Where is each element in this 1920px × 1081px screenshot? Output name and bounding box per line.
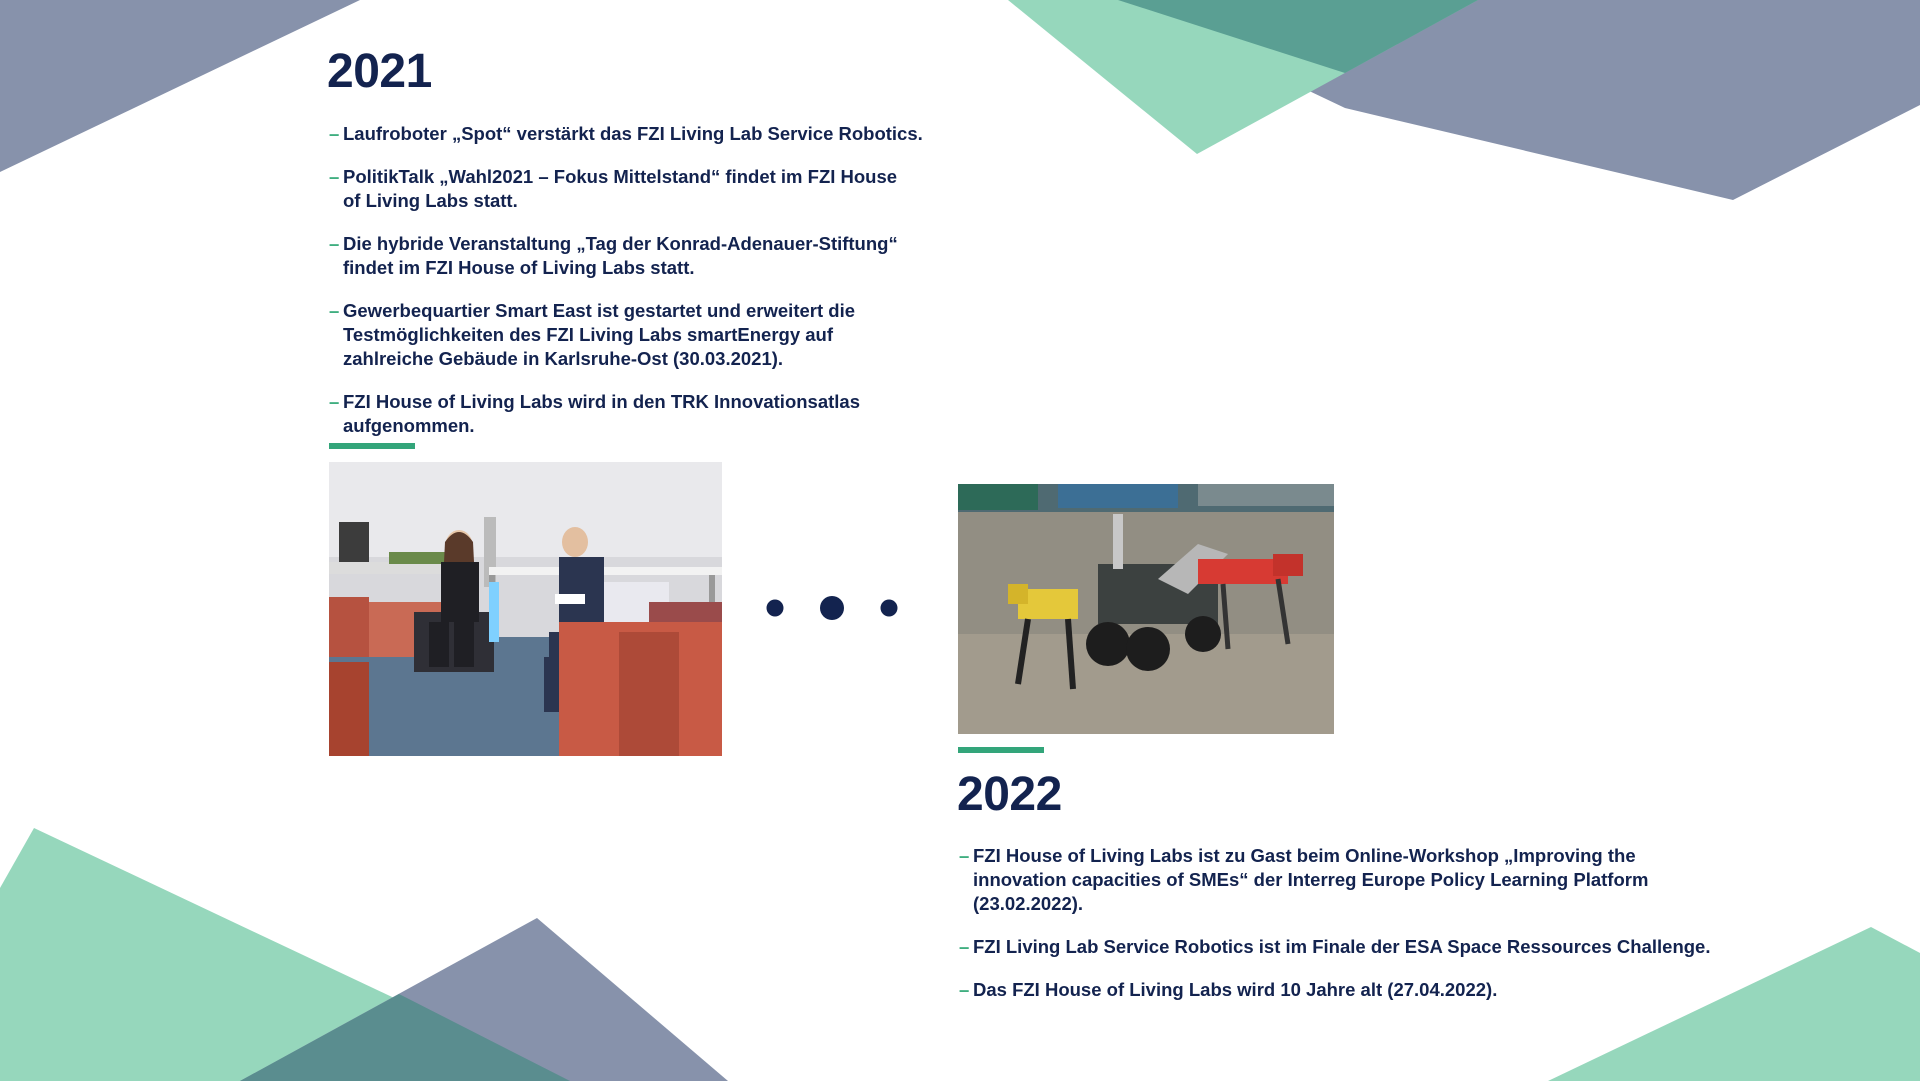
list-item: – Laufroboter „Spot“ verstärkt das FZI Living Lab Service Robotics.: [329, 123, 923, 144]
year-heading-2021: 2021: [327, 45, 432, 98]
accent-bar-2022: [958, 747, 1044, 753]
milestones-2021-list: [329, 122, 989, 457]
list-item: – Das FZI House of Living Labs wird 10 Jahre alt (27.04.2022).: [959, 979, 1498, 1000]
milestones-2022-list: [959, 844, 1719, 1021]
robots-photo: [958, 484, 1334, 734]
year-heading-2022: 2022: [957, 768, 1062, 821]
top-left-triangle: [0, 0, 360, 172]
timeline-dots: [755, 583, 905, 633]
list-item: – FZI House of Living Labs wird in den TRK Innovationsatlas aufgenommen.: [329, 391, 861, 436]
list-item: – Die hybride Veranstaltung „Tag der Konrad-Adenauer-Stiftung“ findet im FZI House of Living Labs statt.: [329, 233, 898, 278]
accent-bar-2021: [329, 443, 415, 449]
list-item: – Gewerbequartier Smart East ist gestartet und erweitert die Testmöglichkeiten des FZI Living Labs smartEnergy auf zahlreiche Gebäude in Karlsruhe-Ost (30.03.2021).: [329, 300, 855, 369]
talk-photo: [329, 462, 722, 756]
list-item: – FZI House of Living Labs ist zu Gast beim Online-Workshop „Improving the innovation capacities of SMEs“ der Interreg Europe Policy Learning Platform (23.02.2022).: [959, 845, 1649, 914]
list-item: – PolitikTalk „Wahl2021 – Fokus Mittelstand“ findet im FZI House of Living Labs statt.: [329, 166, 898, 211]
list-item: – FZI Living Lab Service Robotics ist im Finale der ESA Space Ressources Challenge.: [959, 936, 1711, 957]
